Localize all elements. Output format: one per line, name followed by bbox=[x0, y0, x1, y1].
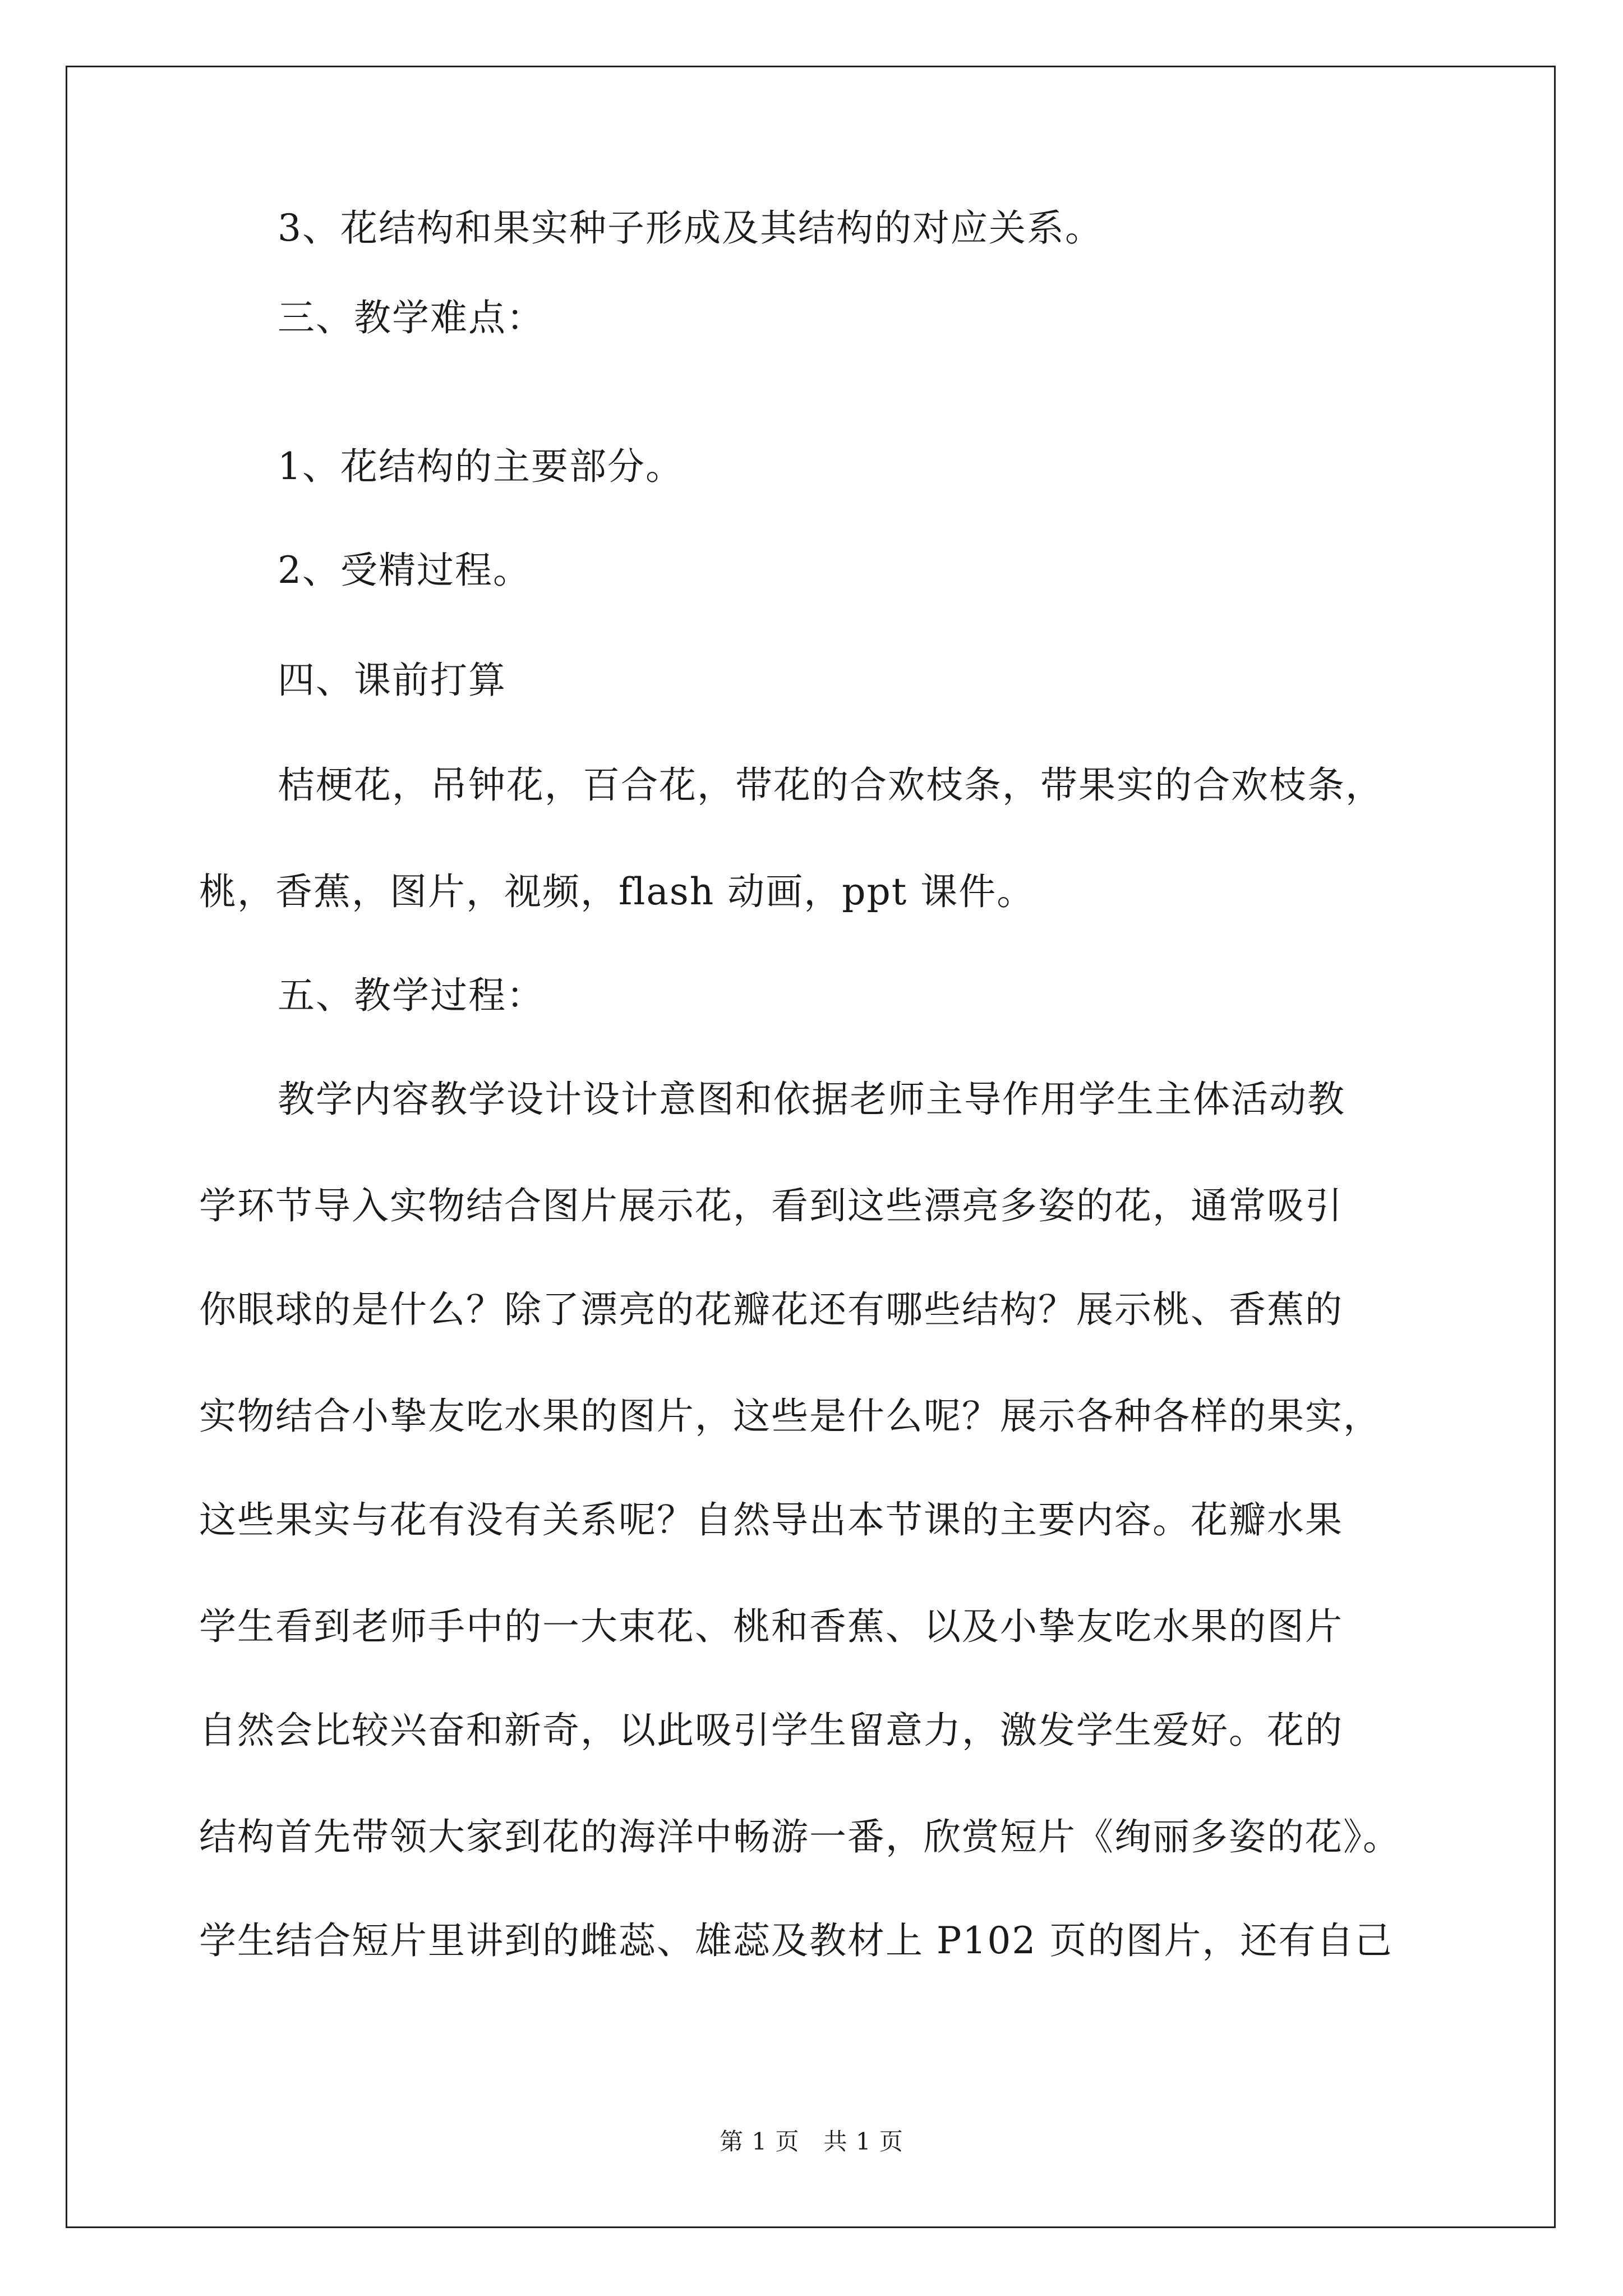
text-line: 教学内容教学设计设计意图和依据老师主导作用学生主体活动教 bbox=[278, 1078, 1345, 1121]
section-heading: 五、教学过程： bbox=[278, 974, 545, 1017]
text-line: 2、受精过程。 bbox=[278, 549, 531, 592]
text-line: 学环节导入实物结合图片展示花，看到这些漂亮多姿的花，通常吸引 bbox=[199, 1184, 1343, 1227]
text-line: 学生结合短片里讲到的雌蕊、雄蕊及教材上 P102 页的图片，还有自己 bbox=[199, 1919, 1393, 1962]
page-number-footer: 第 1 页 共 1 页 bbox=[720, 2128, 903, 2155]
text-line: 你眼球的是什么？除了漂亮的花瓣花还有哪些结构？展示桃、香蕉的 bbox=[199, 1288, 1343, 1331]
text-line: 桔梗花，吊钟花，百合花，带花的合欢枝条，带果实的合欢枝条， bbox=[278, 763, 1384, 807]
text-line: 1、花结构的主要部分。 bbox=[278, 445, 684, 488]
text-line: 这些果实与花有没有关系呢？自然导出本节课的主要内容。花瓣水果 bbox=[199, 1498, 1343, 1542]
text-line: 结构首先带领大家到花的海洋中畅游一番，欣赏短片《绚丽多姿的花》。 bbox=[199, 1815, 1401, 1858]
text-line: 3、花结构和果实种子形成及其结构的对应关系。 bbox=[278, 206, 1103, 250]
text-line: 桃，香蕉，图片，视频，flash 动画，ppt 课件。 bbox=[199, 870, 1035, 913]
section-heading: 四、课前打算 bbox=[278, 659, 506, 702]
page-border bbox=[66, 66, 1556, 2228]
text-line: 学生看到老师手中的一大束花、桃和香蕉、以及小挚友吃水果的图片 bbox=[199, 1605, 1343, 1648]
text-line: 自然会比较兴奋和新奇，以此吸引学生留意力，激发学生爱好。花的 bbox=[199, 1709, 1343, 1752]
section-heading: 三、教学难点： bbox=[278, 296, 545, 339]
text-line: 实物结合小挚友吃水果的图片，这些是什么呢？展示各种各样的果实， bbox=[199, 1395, 1381, 1438]
